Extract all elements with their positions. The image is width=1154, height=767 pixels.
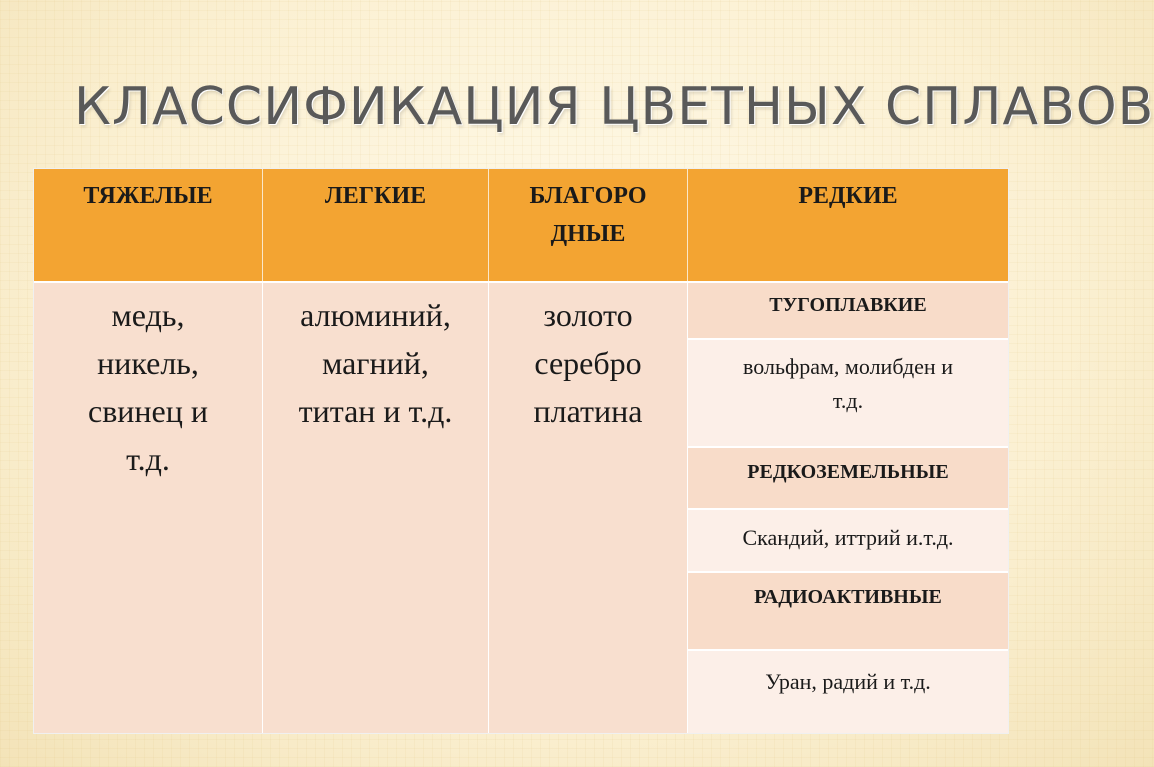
heavy-metal-item: никель, [97, 345, 199, 381]
cell-noble-metals [489, 281, 688, 733]
header-noble-text-line-2: ДНЫЕ [550, 221, 626, 247]
radioactive-label-text: РАДИОАКТИВНЫЕ [754, 586, 942, 608]
noble-metal-item: платина [533, 393, 643, 429]
rare-earth-label-text: РЕДКОЗЕМЕЛЬНЫЕ [747, 461, 949, 483]
rare-refractory-value-line-1: вольфрам, молибден и [743, 354, 953, 379]
heavy-metal-item: т.д. [126, 441, 170, 477]
rare-refractory-label [688, 281, 1008, 338]
noble-metal-item: золото [543, 297, 633, 333]
rare-earth-value [688, 508, 1008, 571]
rare-refractory-value-line-2: т.д. [832, 388, 864, 413]
header-heavy-text: ТЯЖЕЛЫЕ [83, 183, 213, 209]
radioactive-value [688, 649, 1008, 733]
radioactive-value-text: Уран, радий и т.д. [765, 669, 931, 694]
heavy-metal-item: свинец и [87, 393, 208, 429]
rare-earth-value-text: Скандий, иттрий и.т.д. [742, 525, 954, 550]
cell-heavy-metals [34, 281, 263, 733]
rare-refractory-label-text: ТУГОПЛАВКИЕ [769, 294, 927, 316]
header-noble-text-line-1: БЛАГОРО [529, 183, 647, 209]
light-metal-item: алюминий, [300, 297, 451, 333]
header-heavy [34, 169, 263, 281]
rare-refractory-value [688, 338, 1008, 446]
light-metal-item: магний, [322, 345, 429, 381]
light-metal-item: титан и т.д. [298, 393, 453, 429]
header-light [263, 169, 489, 281]
header-noble [489, 169, 688, 281]
header-rare-text: РЕДКИЕ [798, 183, 898, 209]
heavy-metal-item: медь, [111, 297, 185, 333]
noble-metal-item: серебро [534, 345, 642, 381]
rare-earth-label [688, 446, 1008, 508]
radioactive-label [688, 571, 1008, 649]
slide-title: КЛАССИФИКАЦИЯ ЦВЕТНЫХ СПЛАВОВ [74, 77, 1154, 137]
alloy-classification-table [33, 168, 1009, 734]
header-rare [688, 169, 1008, 281]
header-light-text: ЛЕГКИЕ [324, 183, 427, 209]
cell-light-metals [263, 281, 489, 733]
